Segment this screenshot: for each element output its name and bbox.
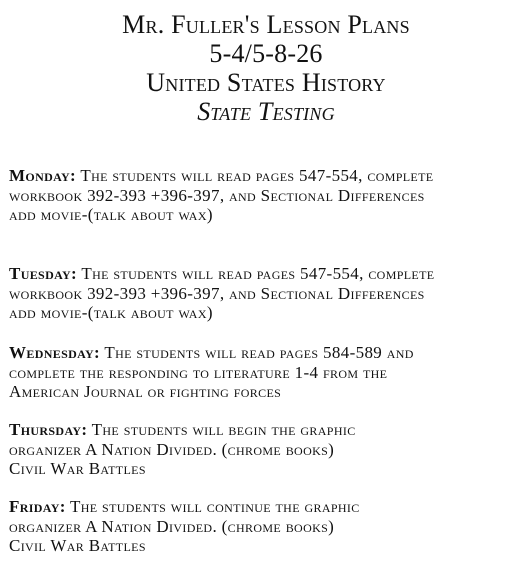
- date-range: 5-4/5-8-26: [209, 39, 323, 68]
- thursday-text-1: The students will begin the graphic: [87, 420, 356, 439]
- tuesday-text-2: workbook 392-393 +396-397, and Sectional Differences: [9, 283, 425, 303]
- tuesday-plan: [9, 264, 529, 323]
- wednesday-first-line: [9, 343, 529, 363]
- friday-plan: [9, 497, 529, 556]
- wednesday-text-1: The students will read pages 584-589 and: [100, 343, 414, 362]
- monday-first-line: [9, 166, 529, 186]
- monday-label: Monday:: [9, 166, 77, 185]
- monday-text-1: The students will read pages 547-554, complete: [76, 166, 434, 185]
- friday-text-2: organizer A Nation Divided. (chrome books): [9, 516, 335, 536]
- page-title: Mr. Fuller's Lesson Plans: [122, 10, 410, 39]
- thursday-label: Thursday:: [9, 420, 88, 439]
- monday-text-3: add movie-(talk about wax): [9, 205, 213, 224]
- testing-note: State Testing: [197, 97, 335, 126]
- subject-title: United States History: [146, 68, 386, 97]
- thursday-text-2: organizer A Nation Divided. (chrome books): [9, 439, 335, 459]
- tuesday-label: Tuesday:: [9, 264, 78, 283]
- wednesday-label: Wednesday:: [9, 343, 101, 362]
- thursday-text-3: Civil War Battles: [9, 459, 146, 478]
- thursday-first-line: [9, 420, 529, 440]
- friday-first-line: [9, 497, 529, 517]
- monday-text-2: workbook 392-393 +396-397, and Sectional Differences: [9, 185, 425, 205]
- tuesday-first-line: [9, 264, 529, 284]
- monday-plan: [9, 166, 529, 225]
- page-header: [0, 10, 532, 126]
- wednesday-text-2: complete the responding to literature 1-4 from the: [9, 362, 388, 382]
- wednesday-text-3: American Journal or fighting forces: [9, 382, 282, 401]
- friday-label: Friday:: [9, 497, 66, 516]
- friday-text-1: The students will continue the graphic: [65, 497, 360, 516]
- wednesday-plan: [9, 343, 529, 402]
- friday-text-3: Civil War Battles: [9, 536, 146, 555]
- tuesday-text-1: The students will read pages 547-554, complete: [77, 264, 435, 283]
- thursday-plan: [9, 420, 529, 479]
- tuesday-text-3: add movie-(talk about wax): [9, 303, 213, 322]
